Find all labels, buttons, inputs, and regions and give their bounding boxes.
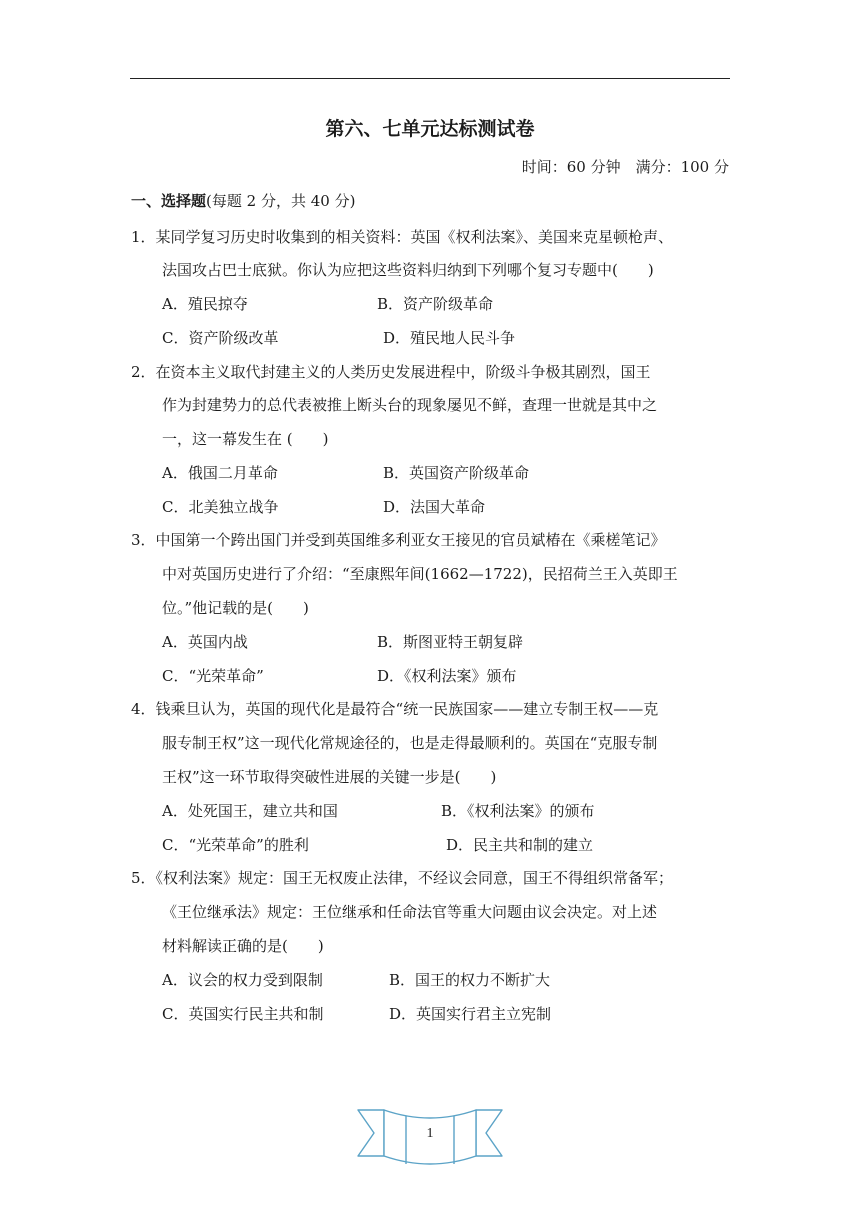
question-4-line-3: 王权”这一环节取得突破性进展的关键一步是( ) bbox=[162, 768, 497, 786]
question-3-option-a: A．英国内战 bbox=[162, 633, 248, 651]
question-1-line-1: 1．某同学复习历史时收集到的相关资料：英国《权利法案》、美国来克星顿枪声、 bbox=[131, 228, 674, 246]
question-2-option-d: D．法国大革命 bbox=[383, 498, 486, 516]
question-3-option-c: C．“光荣革命” bbox=[162, 667, 264, 685]
section-note: (每题 2 分，共 40 分) bbox=[206, 192, 356, 210]
question-4-option-a: A．处死国王，建立共和国 bbox=[162, 802, 338, 820]
question-2-option-a: A．俄国二月革命 bbox=[162, 464, 278, 482]
question-3-option-b: B．斯图亚特王朝复辟 bbox=[377, 633, 524, 651]
question-5-option-d: D．英国实行君主立宪制 bbox=[389, 1005, 552, 1023]
question-1-option-a: A．殖民掠夺 bbox=[162, 295, 248, 313]
question-4-line-2: 服专制王权”这一现代化常规途径的，也是走得最顺利的。英国在“克服专制 bbox=[162, 734, 658, 752]
question-5-line-3: 材料解读正确的是( ) bbox=[162, 937, 324, 955]
question-4-line-1: 4．钱乘旦认为，英国的现代化是最符合“统一民族国家——建立专制王权——克 bbox=[131, 700, 659, 718]
question-4-option-c: C．“光荣革命”的胜利 bbox=[162, 836, 309, 854]
page-title: 第六、七单元达标测试卷 bbox=[325, 118, 535, 140]
question-3-line-1: 3．中国第一个跨出国门并受到英国维多利亚女王接见的官员斌椿在《乘槎笔记》 bbox=[131, 531, 666, 549]
question-5-option-c: C．英国实行民主共和制 bbox=[162, 1005, 324, 1023]
section-title: 一、选择题 bbox=[131, 192, 207, 210]
question-4-option-b: B．《权利法案》的颁布 bbox=[441, 802, 595, 820]
question-5-line-1: 5．《权利法案》规定：国王无权废止法律，不经议会同意，国王不得组织常备军； bbox=[131, 869, 674, 887]
page-number: 1 bbox=[426, 1126, 434, 1141]
question-3-line-3: 位。”他记载的是( ) bbox=[162, 599, 309, 617]
question-1-line-2: 法国攻占巴士底狱。你认为应把这些资料归纳到下列哪个复习专题中( ) bbox=[162, 261, 654, 279]
question-2-option-c: C．北美独立战争 bbox=[162, 498, 279, 516]
section-heading bbox=[131, 190, 355, 211]
question-1-option-d: D．殖民地人民斗争 bbox=[383, 329, 516, 347]
question-2-option-b: B．英国资产阶级革命 bbox=[383, 464, 530, 482]
question-1-option-b: B．资产阶级革命 bbox=[377, 295, 494, 313]
exam-meta: 时间：60 分钟 满分：100 分 bbox=[521, 158, 729, 176]
question-1-option-c: C．资产阶级改革 bbox=[162, 329, 279, 347]
question-2-line-3: 一，这一幕发生在 ( ) bbox=[162, 430, 329, 448]
header-rule bbox=[130, 78, 730, 79]
question-4-option-d: D．民主共和制的建立 bbox=[446, 836, 594, 854]
question-3-line-2: 中对英国历史进行了介绍：“至康熙年间(1662—1722)，民招荷兰王入英即王 bbox=[162, 565, 678, 583]
question-5-line-2: 《王位继承法》规定：王位继承和任命法官等重大问题由议会决定。对上述 bbox=[162, 903, 658, 921]
question-5-option-a: A．议会的权力受到限制 bbox=[162, 971, 323, 989]
question-2-line-2: 作为封建势力的总代表被推上断头台的现象屡见不鲜，查理一世就是其中之 bbox=[162, 396, 658, 414]
question-2-line-1: 2．在资本主义取代封建主义的人类历史发展进程中，阶级斗争极其剧烈，国王 bbox=[131, 363, 651, 381]
question-3-option-d: D．《权利法案》颁布 bbox=[377, 667, 517, 685]
question-5-option-b: B．国王的权力不断扩大 bbox=[389, 971, 551, 989]
